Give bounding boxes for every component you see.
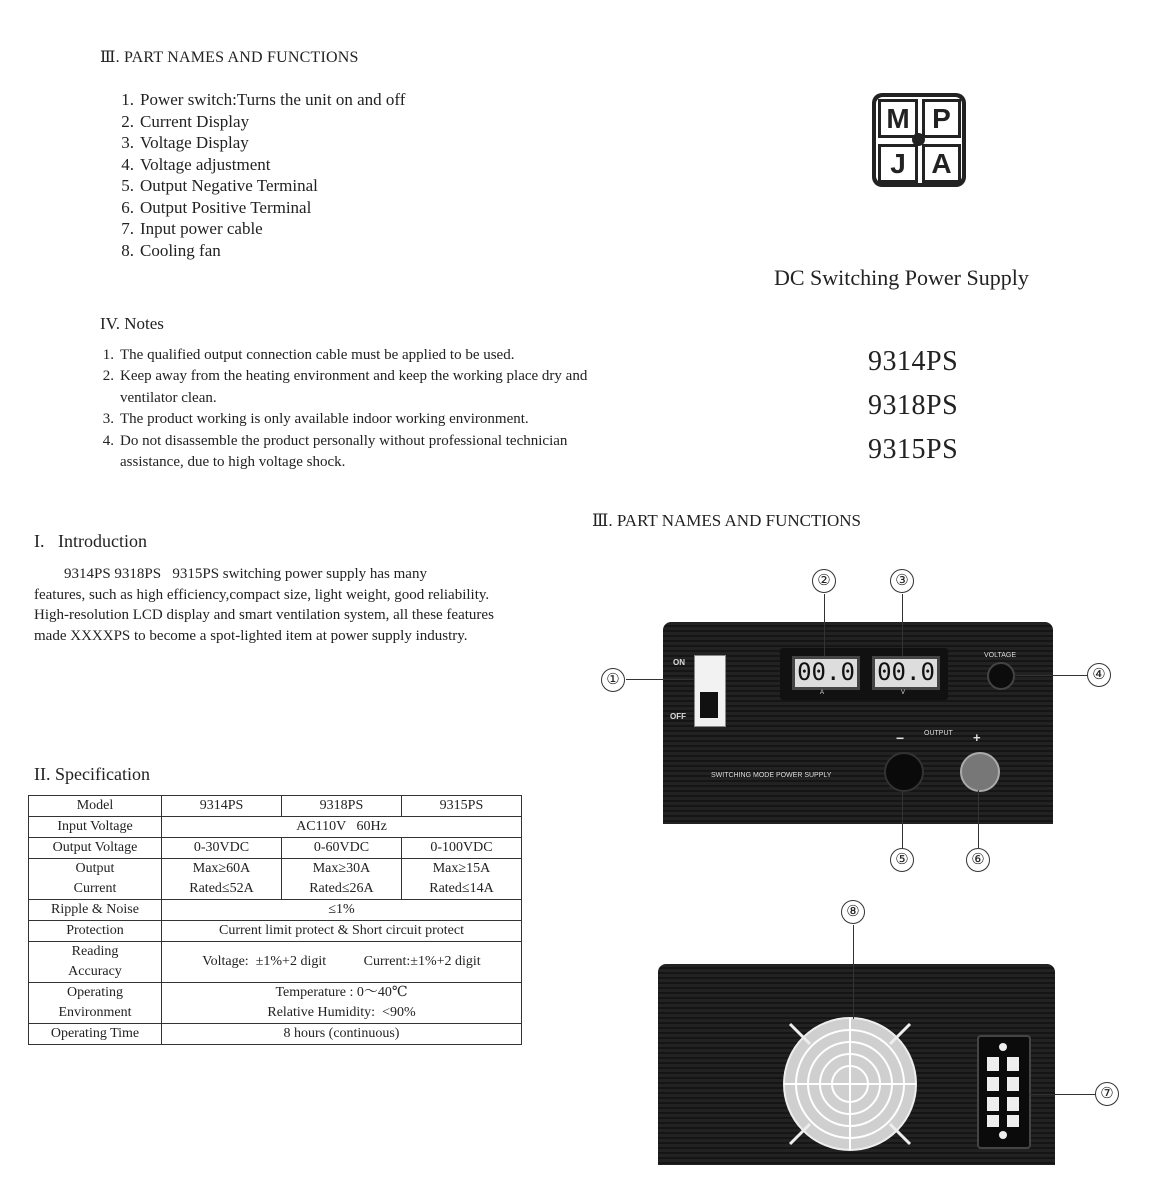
- callout-6: ⑥: [966, 848, 990, 872]
- leader-line: [1029, 1094, 1095, 1095]
- list-item: [112, 154, 405, 176]
- list-text: Voltage Display: [140, 133, 249, 152]
- intro-line: made XXXXPS to become a spot-lighted item at power supply industry.: [34, 627, 468, 644]
- spec-label: Output Voltage: [29, 838, 162, 859]
- callout-4: ④: [1087, 663, 1111, 687]
- list-item: [112, 240, 405, 262]
- notes-heading: IV. Notes: [100, 314, 164, 333]
- spec-accuracy-current: Current:±1%+2 digit: [363, 954, 481, 969]
- connector-pin: [1007, 1077, 1019, 1091]
- intro-body: [34, 564, 574, 646]
- callout-8: ⑧: [841, 900, 865, 924]
- spec-cell-line: Max≥30A: [312, 861, 371, 876]
- model-9314ps: 9314PS: [868, 346, 959, 377]
- product-title: DC Switching Power Supply: [774, 265, 1029, 290]
- table-row: [29, 942, 522, 983]
- table-row: [29, 921, 522, 942]
- mpja-logo: [872, 93, 966, 187]
- list-number: 5.: [121, 176, 134, 195]
- spec-cell: [281, 859, 401, 900]
- spec-label-line: Reading: [71, 944, 119, 959]
- list-text: Power switch:Turns the unit on and off: [140, 90, 406, 109]
- logo-letter-p: P: [922, 99, 961, 138]
- connector-pin: [987, 1115, 999, 1127]
- list-item: [112, 132, 405, 154]
- list-text: The product working is only available indoor working environment.: [120, 411, 529, 428]
- spec-cell: AC110V 60Hz: [162, 817, 522, 838]
- parts-list: [112, 89, 405, 261]
- spec-cell: [162, 983, 522, 1024]
- power-switch[interactable]: [694, 655, 726, 727]
- list-number: 2.: [121, 111, 134, 131]
- spec-cell: [401, 859, 521, 900]
- table-row: [29, 859, 522, 900]
- spec-cell-line: Rated≤52A: [189, 881, 254, 896]
- logo-letter-m: M: [878, 99, 918, 138]
- spec-label-line: Environment: [58, 1005, 132, 1020]
- current-display: 00.0: [792, 656, 860, 690]
- logo-center-dot: [912, 133, 925, 146]
- spec-heading: II. Specification: [34, 764, 150, 784]
- spec-cell: 9318PS: [281, 796, 401, 817]
- table-row: [29, 817, 522, 838]
- plus-label: +: [973, 730, 981, 745]
- switch-off-label: OFF: [670, 712, 686, 721]
- table-row: [29, 1024, 522, 1045]
- list-text: Output Positive Terminal: [140, 197, 312, 217]
- spec-label: Protection: [29, 921, 162, 942]
- connector-pin: [1007, 1057, 1019, 1071]
- list-number: 3.: [121, 133, 134, 152]
- list-number: 4.: [121, 154, 134, 174]
- spec-cell: ≤1%: [162, 900, 522, 921]
- leader-line: [902, 790, 903, 848]
- list-number: 1.: [102, 347, 114, 363]
- leader-line: [978, 790, 979, 848]
- list-text: The qualified output connection cable must be applied to be used.: [120, 347, 515, 363]
- model-9318ps: 9318PS: [868, 390, 959, 421]
- connector-pin: [1007, 1097, 1019, 1111]
- spec-cell: 0-60VDC: [281, 838, 401, 859]
- connector-pin: [987, 1097, 999, 1111]
- spec-label: [29, 859, 162, 900]
- voltage-knob[interactable]: [987, 662, 1015, 690]
- brand-label: SWITCHING MODE POWER SUPPLY: [711, 772, 832, 779]
- voltage-unit: V: [901, 690, 906, 696]
- spec-cell: 0-100VDC: [401, 838, 521, 859]
- list-number: 4.: [102, 432, 114, 449]
- list-text: Cooling fan: [140, 240, 221, 260]
- spec-cell: [162, 942, 522, 983]
- table-row: [29, 838, 522, 859]
- list-item: [94, 409, 634, 430]
- connector-pin: [987, 1077, 999, 1091]
- connector-dot: [999, 1043, 1007, 1051]
- leader-line: [626, 679, 694, 680]
- voltage-display: 00.0: [872, 656, 940, 690]
- notes-list: [94, 345, 634, 473]
- list-item: [94, 431, 634, 474]
- logo-letter-a: A: [922, 144, 961, 183]
- list-text: Current Display: [140, 111, 250, 131]
- callout-2: ②: [812, 569, 836, 593]
- list-text: Output Negative Terminal: [140, 176, 318, 195]
- cooling-fan-icon: [780, 1014, 920, 1154]
- spec-label: Operating Time: [29, 1024, 162, 1045]
- spec-cell-line: Rated≤26A: [309, 881, 374, 896]
- spec-cell: 9315PS: [401, 796, 521, 817]
- spec-label: Model: [29, 796, 162, 817]
- list-item: [112, 111, 405, 133]
- logo-letter-j: J: [878, 144, 918, 183]
- spec-cell-line: Max≥60A: [192, 861, 251, 876]
- intro-line: 9314PS 9318PS 9315PS switching power supply has many: [64, 566, 427, 582]
- leader-line: [902, 594, 903, 656]
- list-number: 1.: [121, 90, 134, 109]
- spec-label-line: Output: [75, 861, 115, 876]
- spec-label-line: Accuracy: [68, 964, 122, 979]
- table-row: [29, 900, 522, 921]
- spec-cell: Current limit protect & Short circuit protect: [162, 921, 522, 942]
- minus-label: −: [896, 730, 905, 746]
- current-unit: A: [820, 690, 825, 696]
- spec-label: [29, 983, 162, 1024]
- negative-terminal[interactable]: [884, 752, 924, 792]
- power-switch-toggle[interactable]: [700, 692, 718, 718]
- list-item: [112, 197, 405, 219]
- spec-label: Input Voltage: [29, 817, 162, 838]
- list-number: 6.: [121, 197, 134, 217]
- list-item: [112, 218, 405, 240]
- model-9315ps: 9315PS: [868, 434, 959, 465]
- table-row: [29, 796, 522, 817]
- spec-accuracy-voltage: Voltage: ±1%+2 digit: [202, 954, 327, 969]
- callout-3: ③: [890, 569, 914, 593]
- connector-pin: [987, 1057, 999, 1071]
- intro-line: High-resolution LCD display and smart ventilation system, all these features: [34, 607, 494, 624]
- list-text: Input power cable: [140, 219, 263, 238]
- spec-cell: 0-30VDC: [162, 838, 282, 859]
- spec-label-line: Current: [73, 881, 117, 896]
- parts-heading: Ⅲ. PART NAMES AND FUNCTIONS: [100, 49, 359, 66]
- list-text: Keep away from the heating environment and keep the working place dry and ventilator clean.: [120, 368, 588, 406]
- list-text: Do not disassemble the product personally without professional technician assistance, due to high voltage shock.: [120, 432, 568, 471]
- spec-cell: [162, 859, 282, 900]
- spec-table: [28, 795, 522, 1045]
- spec-label: [29, 942, 162, 983]
- leader-line: [853, 925, 854, 1019]
- callout-1: ①: [601, 668, 625, 692]
- intro-heading: I. Introduction: [34, 531, 147, 551]
- leader-line: [1013, 675, 1087, 676]
- voltage-knob-label: VOLTAGE: [984, 652, 1017, 659]
- list-item: [112, 89, 405, 111]
- switch-on-label: ON: [673, 658, 685, 667]
- callout-5: ⑤: [890, 848, 914, 872]
- spec-cell-line: Relative Humidity: <90%: [267, 1005, 416, 1020]
- list-number: 7.: [121, 219, 134, 238]
- spec-cell: 8 hours (continuous): [162, 1024, 522, 1045]
- connector-pin: [1007, 1115, 1019, 1127]
- output-label: OUTPUT: [924, 730, 953, 737]
- list-number: 8.: [121, 240, 134, 260]
- spec-cell-line: Rated≤14A: [429, 881, 494, 896]
- spec-label: Ripple & Noise: [29, 900, 162, 921]
- input-power-connector[interactable]: [977, 1035, 1031, 1149]
- list-item: [94, 345, 634, 366]
- spec-label-line: Operating: [67, 985, 123, 1000]
- positive-terminal[interactable]: [960, 752, 1000, 792]
- list-text: Voltage adjustment: [140, 154, 271, 174]
- list-number: 3.: [102, 411, 114, 428]
- list-number: 2.: [102, 368, 114, 385]
- spec-cell-line: Max≥15A: [432, 861, 491, 876]
- table-row: [29, 983, 522, 1024]
- spec-cell: 9314PS: [162, 796, 282, 817]
- intro-line: features, such as high efficiency,compact size, light weight, good reliability.: [34, 586, 490, 603]
- spec-cell-line: Temperature : 0～40℃: [275, 985, 408, 1000]
- connector-dot: [999, 1131, 1007, 1139]
- list-item: [94, 366, 634, 409]
- leader-line: [824, 594, 825, 656]
- diagram-heading: Ⅲ. PART NAMES AND FUNCTIONS: [592, 511, 862, 530]
- list-item: [112, 175, 405, 197]
- callout-7: ⑦: [1095, 1082, 1119, 1106]
